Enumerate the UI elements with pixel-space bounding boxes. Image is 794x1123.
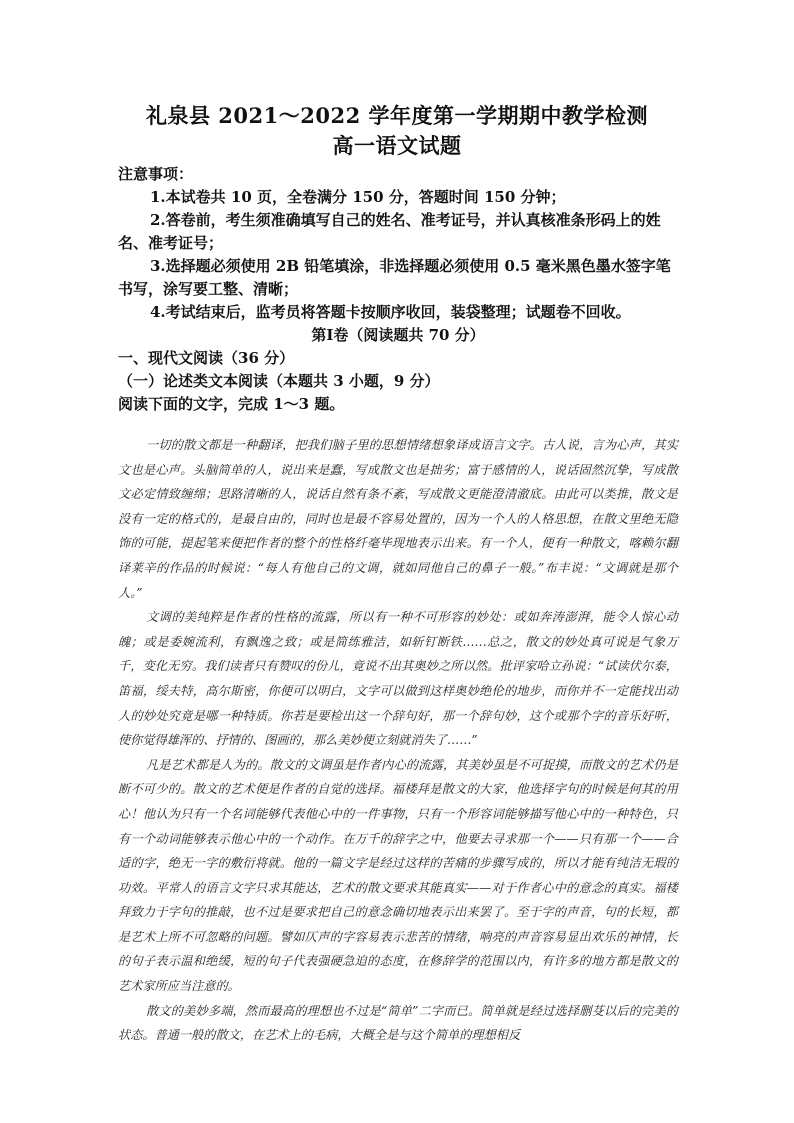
notice-item: 4.考试结束后，监考员将答题卡按顺序收回，装袋整理；试题卷不回收。: [150, 303, 631, 321]
notice-item: 3.选择题必须使用 2B 铅笔填涂，非选择题必须使用 0.5 毫米黑色墨水签字笔书写，涂写要工整、清晰；: [118, 257, 671, 298]
passage-paragraph: 一切的散文都是一种翻译，把我们脑子里的思想情绪想象译成语言文字。古人说，言为心声，其实文也是心声。头脑简单的人，说出来是蠢，写成散文也是拙劣；富于感情的人，说话固然沉挚，写成散文必定情致缠绵；思路清晰的人，说话自然有条不紊，写成散文更能澄清澈底。由此可以类推，散文是没有一定的格式的，是最自由的，同时也是最不容易处置的，因为一个人的人格思想，在散文里绝无隐饰的可能，提起笔来便把作者的整个的性格纤毫毕现地表示出来。有一个人，便有一种散文，喀赖尔翻译莱辛的作品的时候说：“每人有他自己的文调，就如同他自己的鼻子一般。”布丰说：“文调就是那个人。”: [118, 438, 678, 600]
subsection-heading: （一）论述类文本阅读（本题共 3 小题，9 分）: [118, 372, 440, 390]
passage-paragraph: 散文的美妙多端，然而最高的理想也不过是“简单”二字而已。简单就是经过选择删芟以后的完美的状态。普通一般的散文，在艺术上的毛病，大概全是与这个简单的理想相反: [118, 1003, 678, 1043]
passage-paragraph: 文调的美纯粹是作者的性格的流露，所以有一种不可形容的妙处：或如奔涛澎湃，能令人惊心动魄；或是委婉流利，有飘逸之致；或是简练雅洁，如斩钉断铁……总之，散文的妙处真可说是气象万千，变化无穷。我们读者只有赞叹的份儿，竟说不出其奥妙之所以然。批评家哈立孙说：“试读伏尔泰，笛福，绥夫特，高尔斯密，你便可以明白，文字可以做到这样奥妙绝伦的地步，而你并不一定能找出动人的妙处究竟是哪一种特质。你若是要检出这一个辞句好，那一个辞句妙，这个或那个字的音乐好听，使你觉得雄浑的、抒情的、图画的，那么美妙便立刻就消失了……”: [118, 610, 678, 748]
passage-paragraph: 凡是艺术都是人为的。散文的文调虽是作者内心的流露，其美妙虽是不可捉摸，而散文的艺术仍是断不可少的。散文的艺术便是作者的自觉的选择。福楼拜是散文的大家，他选择字句的时候是何其的用心！他认为只有一个名词能够代表他心中的一件事物，只有一个形容词能够描写他心中的一种特色，只有一个动词能够表示他心中的一个动作。在万千的辞字之中，他要去寻求那一个——只有那一个——合适的字，绝无一字的敷衍将就。他的一篇文字是经过这样的苦痛的步骤写成的，所以才能有纯洁无瑕的功效。平常人的语言文字只求其能达，艺术的散文要求其能真实——对于作者心中的意念的真实。福楼拜致力于字句的推敲，也不过是要求把自己的意念确切地表示出来罢了。至于字的声音，句的长短，都是艺术上所不可忽略的问题。譬如仄声的字容易表示悲苦的情绪，响亮的声音容易显出欢乐的神情，长的句子表示温和绝缓，短的句子代表强硬急迫的态度，在修辞学的范围以内，有许多的地方都是散文的艺术家所应当注意的。: [118, 757, 678, 994]
part-title: 第Ⅰ卷（阅读题共 70 分）: [311, 326, 485, 344]
notice-block: [118, 163, 678, 416]
section-heading: 一、现代文阅读（36 分）: [118, 349, 295, 367]
reading-instruction: 阅读下面的文字，完成 1～3 题。: [118, 395, 345, 413]
notice-heading: 注意事项：: [118, 165, 194, 183]
notice-item: 1.本试卷共 10 页，全卷满分 150 分，答题时间 150 分钟；: [150, 188, 566, 206]
exam-subtitle: 高一语文试题: [332, 133, 462, 158]
exam-title: 礼泉县 2021～2022 学年度第一学期期中教学检测: [145, 103, 648, 128]
notice-item: 2.答卷前，考生须准确填写自己的姓名、准考证号，并认真核准条形码上的姓名、准考证号；: [118, 211, 661, 252]
reading-passage: [118, 433, 678, 1048]
